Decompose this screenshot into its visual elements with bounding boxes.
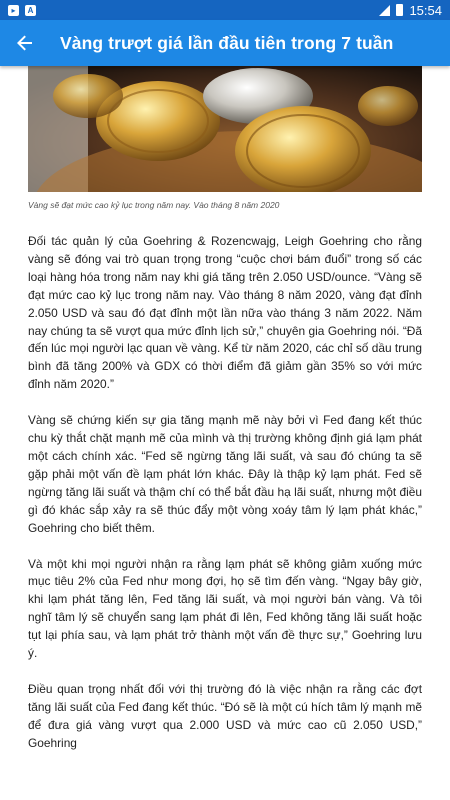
signal-icon <box>379 5 390 16</box>
article-paragraph: Và một khi mọi người nhận ra rằng lạm phát sẽ không giảm xuống mức mục tiêu 2% của Fed như mong đợi, họ sẽ tìm đến vàng. “Ngay bây giờ, khi lạm phát tăng lên, Fed tăng lãi suất, và mọi người bán vàng. Và tôi nghĩ tâm lý sẽ chuyển sang lạm phát đi lên, Fed không tăng lãi suất hoặc tụt lại phía sau, và lạm phát trở thành một vấn đề thực sự,” Goehring lưu ý. <box>28 556 422 661</box>
image-caption: Vàng sẽ đạt mức cao kỷ lục trong năm nay. Vào tháng 8 năm 2020 <box>28 200 280 210</box>
status-time: 15:54 <box>409 2 442 18</box>
page-title: Vàng trượt giá lần đầu tiên trong 7 tuần <box>60 32 394 53</box>
battery-icon <box>396 4 403 16</box>
arrow-back-icon <box>17 35 33 51</box>
article-paragraph: Điều quan trọng nhất đối với thị trường đó là việc nhận ra rằng các đợt tăng lãi suất của Fed đang kết thúc. “Đó sẽ là một cú hích tâm lý mạnh mẽ để đưa giá vàng vượt qua 2.000 USD và mức cao cũ 2.050 USD,” Goehring <box>28 681 422 750</box>
app-bar <box>0 20 450 66</box>
article-image <box>28 66 422 192</box>
article-paragraph: Đối tác quản lý của Goehring & Rozencwajg, Leigh Goehring cho rằng vàng sẽ đóng vai trò quan trọng trong “cuộc chơi bám đuổi” trong số các loại hàng hóa trong năm nay khi giá tăng trên 2.050 USD/ounce. “Vàng sẽ đạt mức cao kỷ lục trong năm nay. Vào tháng 8 năm 2020, vàng đạt đỉnh 2.050 USD và sau đó đạt đỉnh một lần nữa vào tháng 3 năm 2022. Năm nay chúng ta sẽ vượt qua mức đỉnh lịch sử,” chuyên gia Goehring nói. “Đã đến lúc mọi người lạc quan về vàng. Kể từ năm 2020, các chỉ số dầu trung bình đã tăng 200% và GDX có thời điểm đã giảm gần 35% so với mức đỉnh năm 2020.” <box>28 234 422 392</box>
notification-icon: ▸ <box>8 5 19 16</box>
article-content <box>0 66 450 753</box>
notification-a-icon: A <box>25 5 36 16</box>
status-bar <box>0 0 450 20</box>
article-paragraph: Vàng sẽ chứng kiến sự gia tăng mạnh mẽ này bởi vì Fed đang kết thúc chu kỳ thắt chặt mạnh mẽ của mình và thị trường không định giá lạm phát một cách chính xác. “Fed sẽ ngừng tăng lãi suất, và sau đó chúng ta sẽ gặp phải một vấn đề lạm phát lớn khác. Đây là thập kỷ lạm phát. Fed sẽ ngừng tăng lãi suất và thậm chí có thể bắt đầu hạ lãi suất, nhưng một điều gì đó khác sắp xảy ra sẽ thúc đẩy một vòng xoáy tâm lý lạm phát khác,” Goehring cho biết thêm. <box>28 413 422 535</box>
back-button[interactable] <box>0 20 50 66</box>
